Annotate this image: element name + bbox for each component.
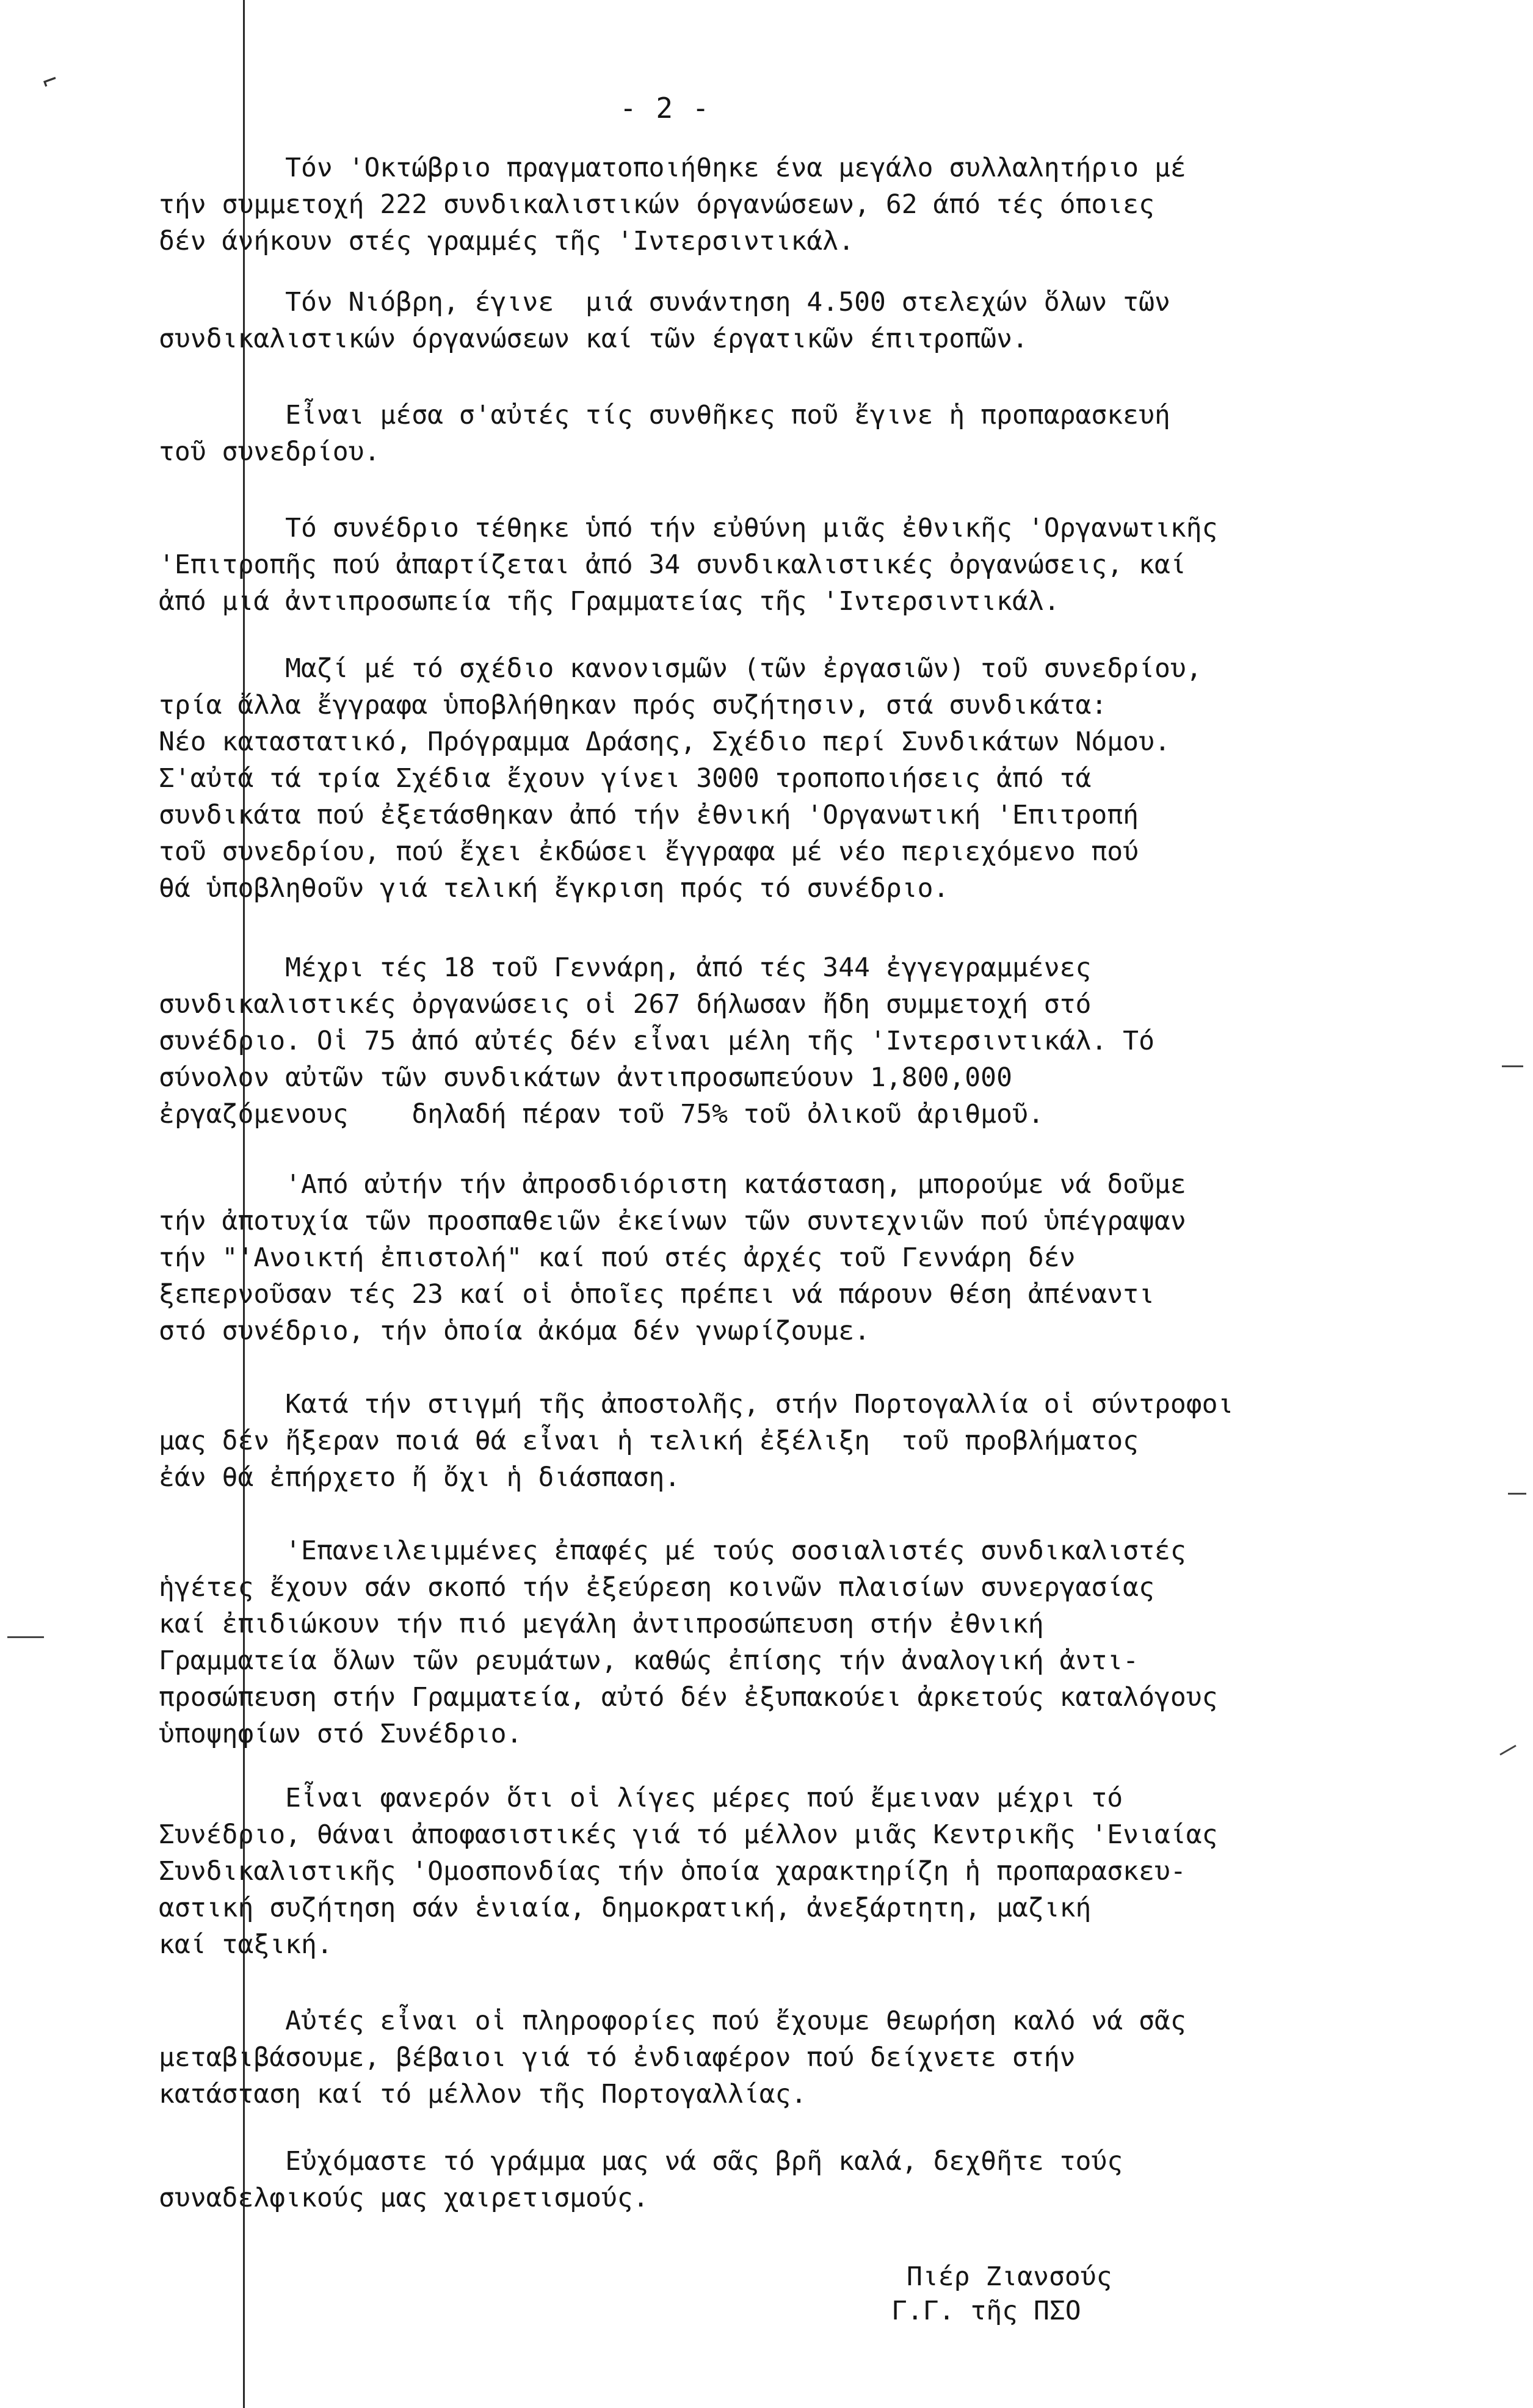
paragraph-line: Αὐτές εἶναι οἱ πληροφορίες πού ἔχουμε θεωρήση καλό νά σᾶς xyxy=(159,2006,1186,2036)
paragraph-line: ἐάν θά ἐπήρχετο ἤ ὄχι ἡ διάσπαση. xyxy=(159,1462,681,1493)
paragraph-line: Εὐχόμαστε τό γράμμα μας νά σᾶς βρῆ καλά, δεχθῆτε τούς xyxy=(159,2146,1123,2177)
paragraph xyxy=(159,2143,1471,2216)
margin-tick xyxy=(1508,1493,1526,1495)
paragraph-line: συνδικάτα πού ἐξετάσθηκαν ἀπό τήν ἐθνική 'Οργανωτική 'Επιτροπή xyxy=(159,800,1139,830)
paragraph-line: 'Επανειλειμμένες ἐπαφές μέ τούς σοσιαλιστές συνδικαλιστές xyxy=(159,1536,1186,1566)
paragraph-line: καί ἐπιδιώκουν τήν πιό μεγάλη ἀντιπροσώπευση στήν ἐθνική xyxy=(159,1609,1044,1639)
paragraph-line: μας δέν ἤξεραν ποιά θά εἶναι ἡ τελική ἐξέλιξη τοῦ προβλήματος xyxy=(159,1426,1139,1456)
paragraph-line: συναδελφικούς μας χαιρετισμούς. xyxy=(159,2183,649,2213)
paragraph-line: τήν ἀποτυχία τῶν προσπαθειῶν ἐκείνων τῶν συντεχνιῶν πού ὑπέγραψαν xyxy=(159,1206,1186,1236)
page-number: - 2 - xyxy=(620,92,711,125)
paragraph xyxy=(159,2003,1471,2112)
paragraph-line: ξεπερνοῦσαν τές 23 καί οἱ ὁποῖες πρέπει νά πάρουν θέση ἀπέναντι xyxy=(159,1279,1154,1310)
margin-tick xyxy=(7,1636,44,1638)
paragraph-line: Τό συνέδριο τέθηκε ὑπό τήν εὐθύνη μιᾶς ἐθνικῆς 'Οργανωτικῆς xyxy=(159,513,1218,543)
paragraph-line: καί ταξική. xyxy=(159,1929,333,1960)
paragraph-line: τήν συμμετοχή 222 συνδικαλιστικών όργανώσεων, 62 άπό τές όποιες xyxy=(159,189,1154,220)
paragraph-line: Τόν Νιόβρη, έγινε μιά συνάντηση 4.500 στελεχών ὅλων τῶν xyxy=(159,287,1170,317)
paragraph-line: μεταβιβάσουμε, βέβαιοι γιά τό ἐνδιαφέρον πού δείχνετε στήν xyxy=(159,2042,1076,2073)
paragraph-line: Κατά τήν στιγμή τῆς ἀποστολῆς, στήν Πορτογαλλία οἱ σύντροφοι xyxy=(159,1389,1234,1420)
paragraph-line: 'Επιτροπῆς πού ἀπαρτίζεται ἀπό 34 συνδικαλιστικές ὀργανώσεις, καί xyxy=(159,549,1186,580)
paragraph-line: συνέδριο. Οἱ 75 ἀπό αὐτές δέν εἶναι μέλη τῆς 'Ιντερσιντικάλ. Τό xyxy=(159,1026,1154,1056)
paragraph-line: Νέο καταστατικό, Πρόγραμμα Δράσης, Σχέδιο περί Συνδικάτων Νόμου. xyxy=(159,727,1170,757)
paragraph-line: Μέχρι τές 18 τοῦ Γεννάρη, ἀπό τές 344 ἐγγεγραμμένες xyxy=(159,952,1092,983)
paragraph-line: Τόν 'Οκτώβριο πραγματοποιήθηκε ένα μεγάλο συλλαλητήριο μέ xyxy=(159,153,1186,183)
corner-mark: ⌐ xyxy=(38,65,62,97)
paragraph-line: τοῦ συνεδρίου. xyxy=(159,437,380,467)
paragraph-line: Σ'αὐτά τά τρία Σχέδια ἔχουν γίνει 3000 τροποποιήσεις ἀπό τά xyxy=(159,763,1092,794)
paragraph-line: συνδικαλιστικές ὀργανώσεις οἱ 267 δήλωσαν ἤδη συμμετοχή στό xyxy=(159,989,1092,1020)
paragraph-line: κατάσταση καί τό μέλλον τῆς Πορτογαλλίας. xyxy=(159,2079,807,2109)
paragraph xyxy=(159,1166,1471,1349)
paragraph-line: 'Από αὐτήν τήν ἀπροσδιόριστη κατάσταση, μπορούμε νά δοῦμε xyxy=(159,1169,1186,1200)
paragraph xyxy=(159,150,1471,259)
paragraph-line: Συνέδριο, θάναι ἀποφασιστικές γιά τό μέλλον μιᾶς Κεντρικῆς 'Ενιαίας xyxy=(159,1819,1218,1850)
paragraph-line: τοῦ συνεδρίου, πού ἔχει ἐκδώσει ἔγγραφα μέ νέο περιεχόμενο πού xyxy=(159,836,1139,867)
paragraph xyxy=(159,284,1471,357)
paragraph-line: δέν άνήκουν στές γραμμές τῆς 'Ιντερσιντικάλ. xyxy=(159,226,855,256)
paragraph xyxy=(159,650,1471,907)
paragraph-line: Εἶναι φανερόν ὅτι οἱ λίγες μέρες πού ἔμειναν μέχρι τό xyxy=(159,1783,1123,1813)
paragraph-line: αστική συζήτηση σάν ἑνιαία, δημοκρατική, ἀνεξάρτητη, μαζική xyxy=(159,1893,1092,1923)
paragraph xyxy=(159,1532,1471,1752)
paragraph xyxy=(159,397,1471,470)
paragraph xyxy=(159,949,1471,1133)
paragraph-line: ἀπό μιά ἀντιπροσωπεία τῆς Γραμματείας τῆς 'Ιντερσιντικάλ. xyxy=(159,586,1060,617)
paragraph-line: ἡγέτες ἔχουν σάν σκοπό τήν ἐξεύρεση κοινῶν πλαισίων συνεργασίας xyxy=(159,1572,1154,1603)
signature-name: Πιέρ Ζιανσούς xyxy=(907,2261,1112,2292)
paragraph-line: τήν "'Ανοικτή ἐπιστολή" καί πού στές ἀρχές τοῦ Γεννάρη δέν xyxy=(159,1242,1076,1273)
paragraph-line: Γραμματεία ὅλων τῶν ρευμάτων, καθώς ἐπίσης τήν ἀναλογική ἀντι- xyxy=(159,1645,1139,1676)
paragraph-line: συνδικαλιστικών όργανώσεων καί τῶν έργατικῶν έπιτροπῶν. xyxy=(159,324,1028,354)
paragraph xyxy=(159,1386,1471,1496)
margin-tick xyxy=(1499,1745,1516,1756)
paragraph-line: στό συνέδριο, τήν ὁποία ἀκόμα δέν γνωρίζουμε. xyxy=(159,1316,870,1346)
paragraph-line: θά ὑποβληθοῦν γιά τελική ἔγκριση πρός τό συνέδριο. xyxy=(159,873,949,904)
paragraph-line: σύνολον αὐτῶν τῶν συνδικάτων ἀντιπροσωπεύουν 1,800,000 xyxy=(159,1062,1012,1093)
paragraph-line: τρία ἄλλα ἔγγραφα ὑποβλήθηκαν πρός συζήτησιν, στά συνδικάτα: xyxy=(159,690,1107,720)
signature-title: Γ.Γ. τῆς ΠΣΟ xyxy=(891,2296,1081,2326)
paragraph xyxy=(159,510,1471,620)
paragraph-line: Εἶναι μέσα σ'αὐτές τίς συνθῆκες ποῦ ἔγινε ἡ προπαρασκευή xyxy=(159,400,1170,430)
paragraph-line: ἐργαζόμενους δηλαδή πέραν τοῦ 75% τοῦ ὀλικοῦ ἀριθμοῦ. xyxy=(159,1099,1044,1130)
margin-tick xyxy=(1502,1065,1523,1067)
paragraph-line: προσώπευση στήν Γραμματεία, αὐτό δέν ἐξυπακούει ἀρκετούς καταλόγους xyxy=(159,1682,1218,1713)
paragraph-line: Μαζί μέ τό σχέδιο κανονισμῶν (τῶν ἐργασιῶν) τοῦ συνεδρίου, xyxy=(159,653,1202,684)
paragraph xyxy=(159,1780,1471,1963)
paragraph-line: ὑποψηφίων στό Συνέδριο. xyxy=(159,1719,523,1749)
paragraph-line: Συνδικαλιστικῆς 'Ομοσπονδίας τήν ὁποία χαρακτηρίζη ἡ προπαρασκευ- xyxy=(159,1856,1186,1887)
